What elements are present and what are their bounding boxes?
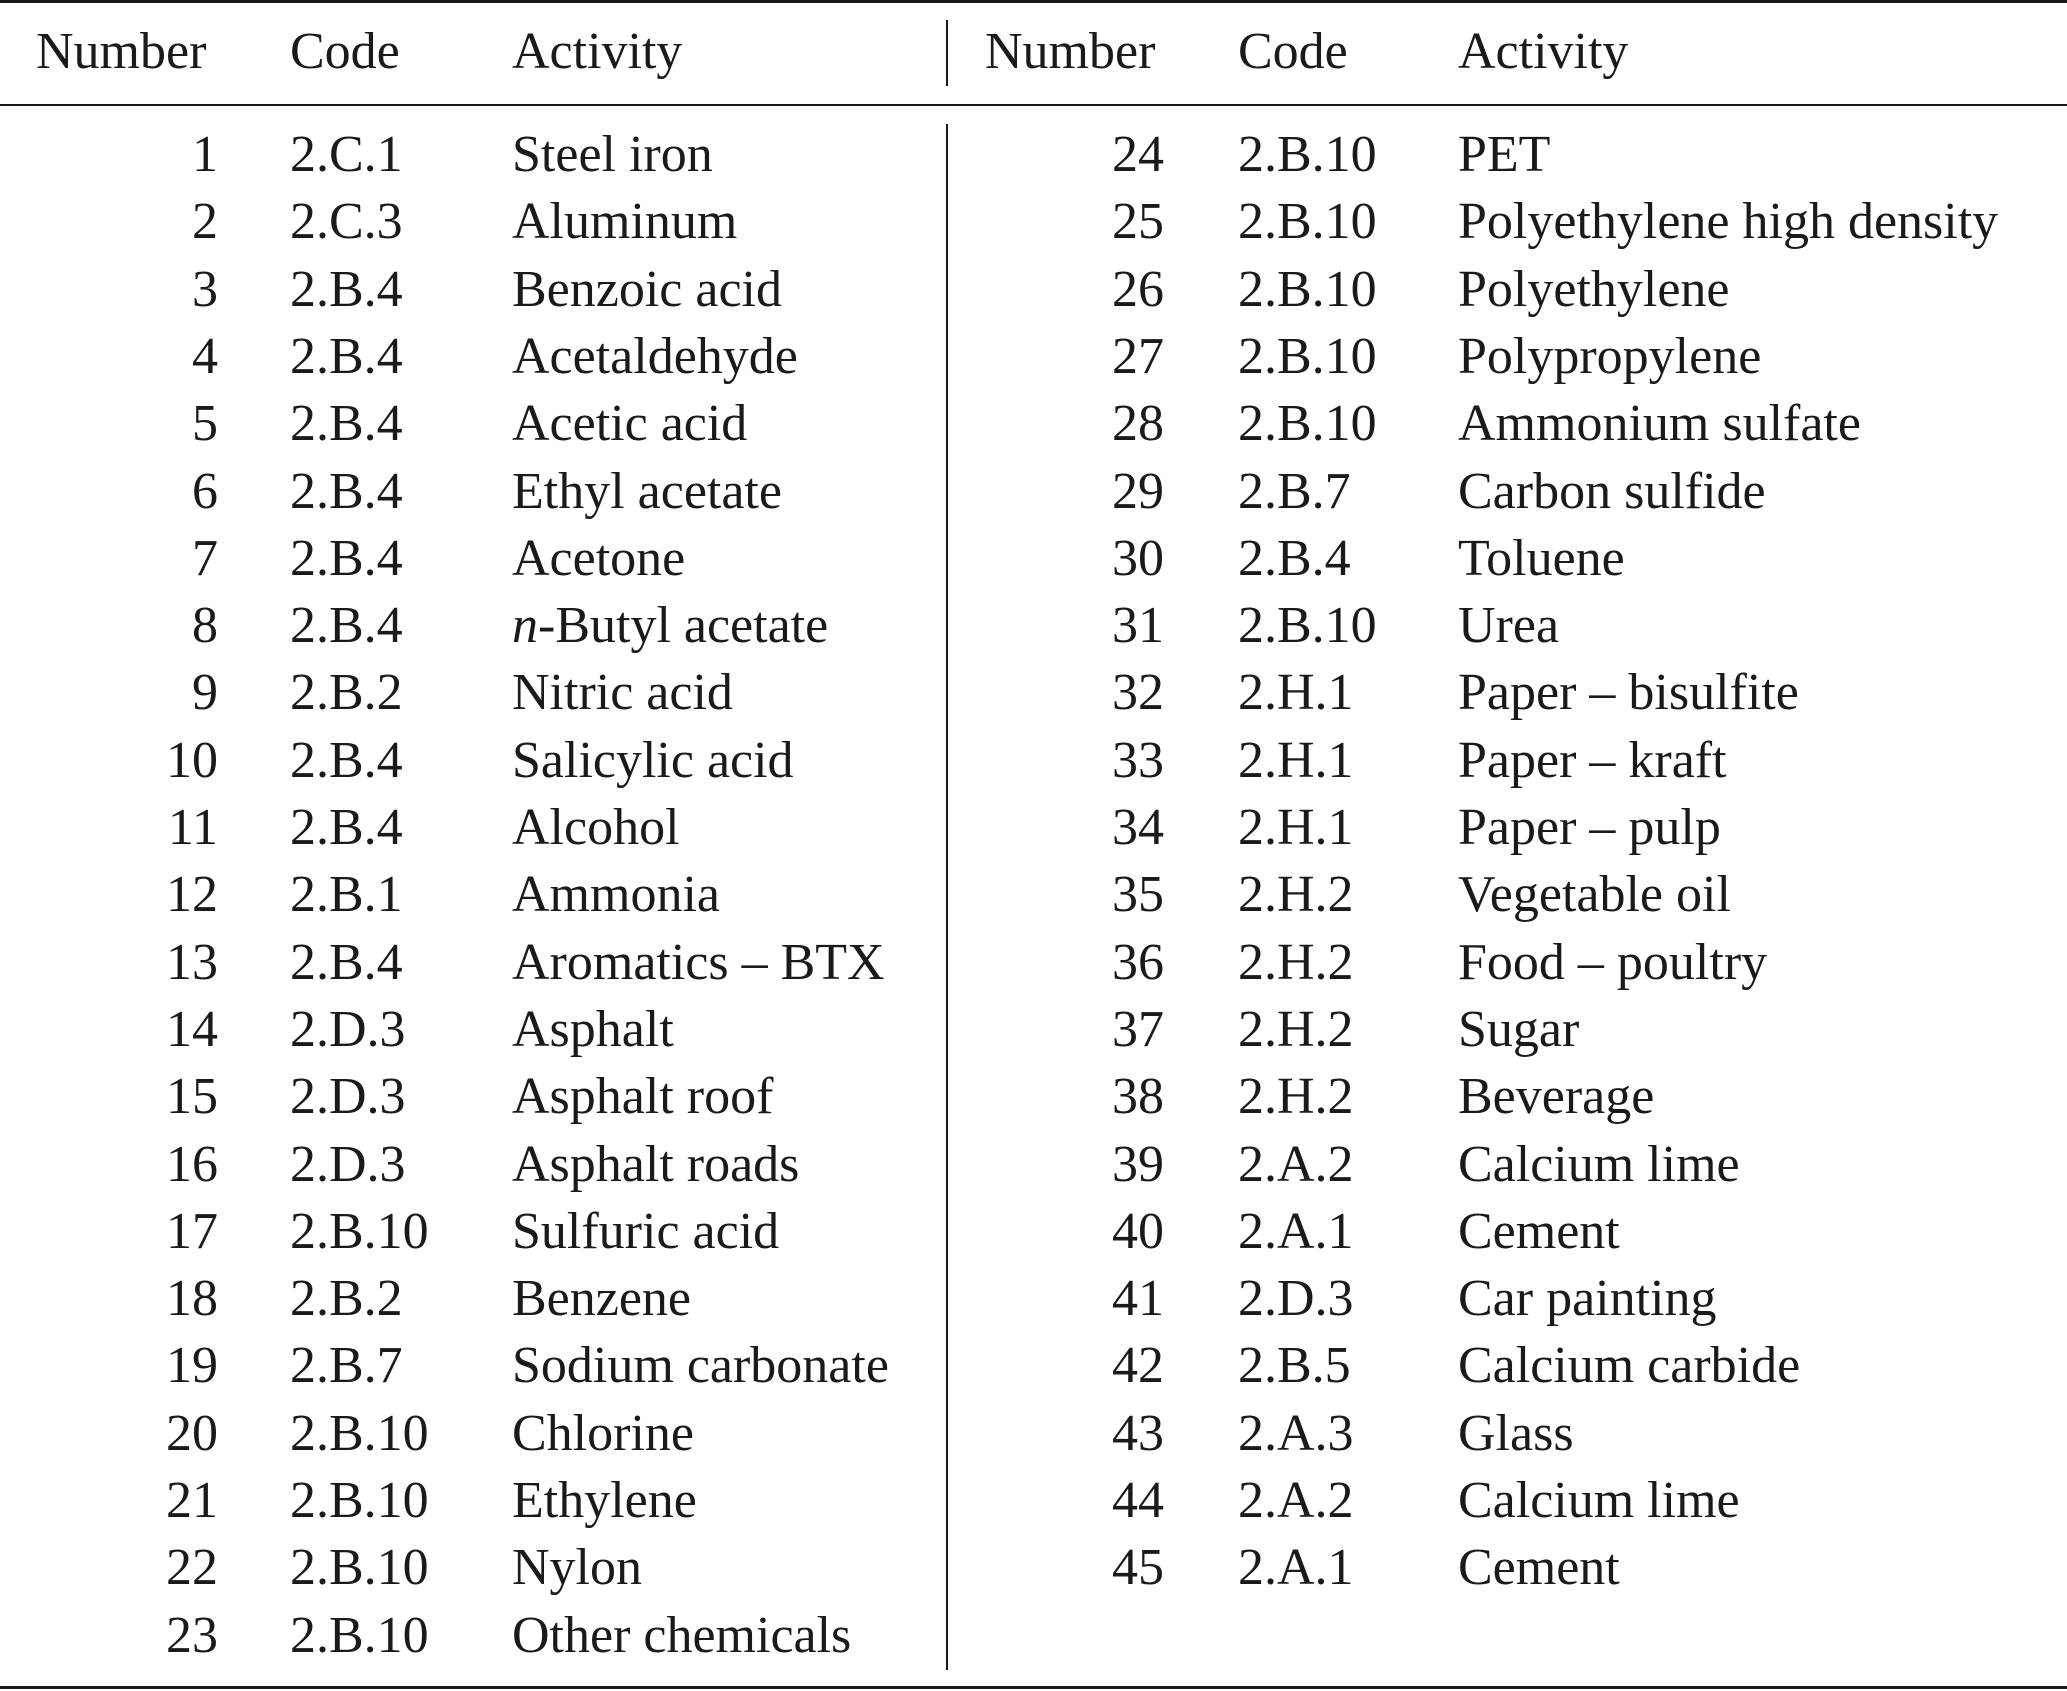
activity-text: Sodium carbonate	[512, 1337, 889, 1395]
row-activity	[1458, 727, 1727, 794]
row-code: 2.B.4	[290, 731, 403, 789]
row-code: 2.B.4	[290, 529, 403, 587]
row-code: 2.B.10	[290, 1472, 429, 1529]
row-activity	[1458, 794, 1721, 861]
row-activity	[1458, 1467, 1740, 1534]
activity-text: Ethyl acetate	[512, 462, 782, 520]
row-code: 2.B.10	[290, 1606, 429, 1664]
activity-prefix: n	[512, 597, 538, 655]
row-number: 14	[166, 1000, 218, 1058]
header-activity-right: Activity	[1458, 23, 1629, 80]
row-code: 2.H.2	[1238, 1000, 1354, 1058]
table-row	[0, 1265, 2067, 1332]
row-number: 31	[1112, 597, 1164, 655]
row-code: 2.B.2	[290, 1270, 403, 1328]
table-row	[0, 727, 2067, 794]
table-row	[0, 1332, 2067, 1399]
row-code: 2.A.2	[1238, 1135, 1354, 1193]
table-header	[0, 18, 2067, 85]
activity-text: Beverage	[1458, 1068, 1655, 1126]
row-number: 34	[1112, 799, 1164, 856]
row-number: 30	[1112, 529, 1164, 587]
activity-text: Polypropylene	[1458, 327, 1762, 385]
row-code: 2.B.10	[1238, 395, 1377, 453]
row-number: 39	[1112, 1135, 1164, 1193]
row-code: 2.A.1	[1238, 1202, 1354, 1260]
activity-text: Vegetable oil	[1458, 866, 1731, 924]
row-activity	[512, 794, 680, 861]
activity-text: Paper – kraft	[1458, 731, 1727, 789]
activity-text: Aromatics – BTX	[512, 933, 885, 991]
activity-text: Nitric acid	[512, 664, 733, 722]
table-row	[0, 659, 2067, 726]
row-activity	[512, 1400, 694, 1467]
row-activity	[1458, 1131, 1740, 1198]
activity-text: Calcium lime	[1458, 1135, 1740, 1193]
row-activity	[1458, 1332, 1800, 1399]
row-activity	[1458, 929, 1767, 996]
activity-text: Glass	[1458, 1404, 1574, 1462]
header-code-left: Code	[290, 23, 400, 80]
table-row	[0, 525, 2067, 592]
row-code: 2.B.10	[290, 1539, 429, 1597]
row-code: 2.B.10	[1238, 597, 1377, 655]
row-activity	[1458, 592, 1559, 659]
row-number: 26	[1112, 260, 1164, 318]
row-activity	[1458, 1198, 1620, 1265]
table-row	[0, 188, 2067, 255]
row-number: 1	[192, 126, 218, 183]
row-code: 2.B.4	[290, 260, 403, 318]
row-code: 2.D.3	[290, 1068, 406, 1126]
row-code: 2.C.1	[290, 126, 403, 183]
row-number: 37	[1112, 1000, 1164, 1058]
table-row	[0, 458, 2067, 525]
row-activity	[1458, 525, 1625, 592]
row-number: 25	[1112, 193, 1164, 251]
row-number: 35	[1112, 866, 1164, 924]
row-code: 2.A.1	[1238, 1539, 1354, 1597]
table-row	[0, 256, 2067, 323]
row-activity	[512, 592, 828, 659]
row-number: 29	[1112, 462, 1164, 520]
row-number: 6	[192, 462, 218, 520]
row-number: 9	[192, 664, 218, 722]
row-activity	[512, 727, 794, 794]
row-code: 2.H.1	[1238, 664, 1354, 722]
row-code: 2.B.4	[290, 462, 403, 520]
row-activity	[1458, 1534, 1620, 1601]
row-code: 2.H.2	[1238, 866, 1354, 924]
row-code: 2.A.3	[1238, 1404, 1354, 1462]
row-number: 45	[1112, 1539, 1164, 1597]
row-code: 2.B.5	[1238, 1337, 1351, 1395]
bottom-rule	[0, 1686, 2067, 1689]
row-number: 11	[167, 799, 218, 856]
row-activity	[1458, 256, 1730, 323]
row-activity	[512, 390, 747, 457]
row-number: 40	[1112, 1202, 1164, 1260]
activity-text: Aluminum	[512, 193, 738, 251]
row-activity	[512, 121, 713, 188]
table-row	[0, 121, 2067, 188]
table-row	[0, 929, 2067, 996]
activity-text: Other chemicals	[512, 1606, 852, 1664]
row-code: 2.B.10	[1238, 260, 1377, 318]
row-code: 2.H.1	[1238, 731, 1354, 789]
row-activity	[1458, 1063, 1654, 1130]
row-number: 12	[166, 866, 218, 924]
row-code: 2.D.3	[1238, 1270, 1354, 1328]
activity-text: Chlorine	[512, 1404, 694, 1462]
row-code: 2.B.10	[290, 1202, 429, 1260]
header-code-right: Code	[1238, 23, 1348, 80]
row-code: 2.H.2	[1238, 1068, 1354, 1126]
row-activity	[1458, 188, 1998, 255]
row-activity	[1458, 1265, 1717, 1332]
row-number: 42	[1112, 1337, 1164, 1395]
activity-text: Calcium carbide	[1458, 1337, 1801, 1395]
row-code: 2.C.3	[290, 193, 403, 251]
row-code: 2.B.10	[1238, 126, 1377, 183]
table-row	[0, 1063, 2067, 1130]
row-code: 2.B.1	[290, 866, 403, 924]
table-row	[0, 1198, 2067, 1265]
table-row	[0, 1534, 2067, 1601]
row-activity	[1458, 390, 1861, 457]
row-number: 27	[1112, 327, 1164, 385]
activity-text: Acetone	[512, 529, 686, 587]
row-code: 2.A.2	[1238, 1472, 1354, 1529]
table-row	[0, 794, 2067, 861]
row-number: 7	[192, 529, 218, 587]
row-number: 36	[1112, 933, 1164, 991]
row-number: 41	[1112, 1270, 1164, 1328]
row-activity	[512, 659, 733, 726]
row-code: 2.B.4	[290, 933, 403, 991]
header-number-left: Number	[36, 23, 207, 80]
activity-text: Steel iron	[512, 126, 713, 183]
header-rule	[0, 104, 2067, 106]
activity-text: Sulfuric acid	[512, 1202, 780, 1260]
table-row	[0, 390, 2067, 457]
table-row	[0, 323, 2067, 390]
row-code: 2.B.10	[1238, 327, 1377, 385]
activity-text: Nylon	[512, 1539, 642, 1597]
row-activity	[512, 1063, 773, 1130]
row-code: 2.B.4	[290, 327, 403, 385]
row-activity	[1458, 659, 1799, 726]
row-number: 44	[1112, 1472, 1164, 1529]
activity-text: Ammonia	[512, 866, 720, 924]
table-row	[0, 1131, 2067, 1198]
row-number: 18	[166, 1270, 218, 1328]
row-code: 2.H.1	[1238, 799, 1354, 856]
row-activity	[512, 323, 798, 390]
table-row	[0, 1602, 2067, 1669]
activity-text: Ethylene	[512, 1472, 697, 1529]
activity-text: Toluene	[1458, 529, 1625, 587]
activity-text: Alcohol	[512, 799, 680, 856]
row-activity	[512, 1467, 697, 1534]
row-code: 2.B.7	[1238, 462, 1351, 520]
row-activity	[1458, 861, 1731, 928]
row-code: 2.B.10	[1238, 193, 1377, 251]
row-number: 3	[192, 260, 218, 318]
activity-text: Carbon sulfide	[1458, 462, 1766, 520]
row-activity	[512, 1265, 691, 1332]
row-code: 2.B.10	[290, 1404, 429, 1462]
row-number: 24	[1112, 126, 1164, 183]
table-row	[0, 996, 2067, 1063]
row-number: 23	[166, 1606, 218, 1664]
row-activity	[512, 1131, 799, 1198]
row-number: 22	[166, 1539, 218, 1597]
row-number: 38	[1112, 1068, 1164, 1126]
row-number: 4	[192, 327, 218, 385]
row-number: 20	[166, 1404, 218, 1462]
row-number: 43	[1112, 1404, 1164, 1462]
row-number: 17	[166, 1202, 218, 1260]
activity-text: Sugar	[1458, 1000, 1580, 1058]
header-activity-left: Activity	[512, 23, 683, 80]
row-code: 2.B.4	[290, 395, 403, 453]
table-row	[0, 861, 2067, 928]
row-activity	[512, 1602, 851, 1669]
activity-text: Acetic acid	[512, 395, 748, 453]
activity-text: -Butyl acetate	[538, 597, 829, 655]
row-activity	[512, 996, 674, 1063]
row-code: 2.D.3	[290, 1000, 406, 1058]
row-activity	[1458, 1400, 1574, 1467]
row-activity	[512, 1198, 779, 1265]
row-activity	[1458, 458, 1766, 525]
row-code: 2.H.2	[1238, 933, 1354, 991]
row-code: 2.D.3	[290, 1135, 406, 1193]
activity-text: Paper – bisulfite	[1458, 664, 1799, 722]
row-activity	[512, 861, 720, 928]
row-number: 33	[1112, 731, 1164, 789]
row-number: 8	[192, 597, 218, 655]
row-number: 28	[1112, 395, 1164, 453]
top-rule	[0, 0, 2067, 3]
activity-text: Paper – pulp	[1458, 799, 1721, 856]
row-number: 21	[166, 1472, 218, 1529]
table-row	[0, 592, 2067, 659]
row-number: 10	[166, 731, 218, 789]
activity-text: Cement	[1458, 1539, 1620, 1597]
row-activity	[512, 929, 885, 996]
row-activity	[1458, 996, 1579, 1063]
row-number: 15	[166, 1068, 218, 1126]
row-activity	[512, 458, 782, 525]
activity-text: Benzene	[512, 1270, 692, 1328]
activity-text: Calcium lime	[1458, 1472, 1740, 1529]
row-code: 2.B.2	[290, 664, 403, 722]
row-code: 2.B.4	[290, 597, 403, 655]
activity-text: Polyethylene high density	[1458, 193, 1999, 251]
activity-text: Urea	[1458, 597, 1560, 655]
row-code: 2.B.4	[290, 799, 403, 856]
row-activity	[1458, 323, 1761, 390]
row-number: 13	[166, 933, 218, 991]
row-number: 5	[192, 395, 218, 453]
row-activity	[512, 256, 782, 323]
activity-text: Benzoic acid	[512, 260, 782, 318]
activity-text: Car painting	[1458, 1270, 1717, 1328]
header-number-right: Number	[985, 23, 1156, 80]
activity-text: Asphalt	[512, 1000, 674, 1058]
row-number: 16	[166, 1135, 218, 1193]
row-activity	[512, 1534, 642, 1601]
activity-text: Asphalt roads	[512, 1135, 800, 1193]
row-activity	[512, 188, 737, 255]
row-number: 2	[192, 193, 218, 251]
activity-text: Salicylic acid	[512, 731, 794, 789]
row-code: 2.B.4	[1238, 529, 1351, 587]
activity-text: Cement	[1458, 1202, 1620, 1260]
row-activity	[1458, 121, 1550, 188]
activity-text: Ammonium sulfate	[1458, 395, 1861, 453]
table-row	[0, 1400, 2067, 1467]
row-number: 19	[166, 1337, 218, 1395]
activity-text: Polyethylene	[1458, 260, 1730, 318]
row-code: 2.B.7	[290, 1337, 403, 1395]
table-row	[0, 1467, 2067, 1534]
row-number: 32	[1112, 664, 1164, 722]
activity-text: Acetaldehyde	[512, 327, 798, 385]
activity-text: PET	[1458, 126, 1551, 183]
activity-text: Food – poultry	[1458, 933, 1768, 991]
row-activity	[512, 525, 685, 592]
activity-text: Asphalt roof	[512, 1068, 774, 1126]
row-activity	[512, 1332, 889, 1399]
